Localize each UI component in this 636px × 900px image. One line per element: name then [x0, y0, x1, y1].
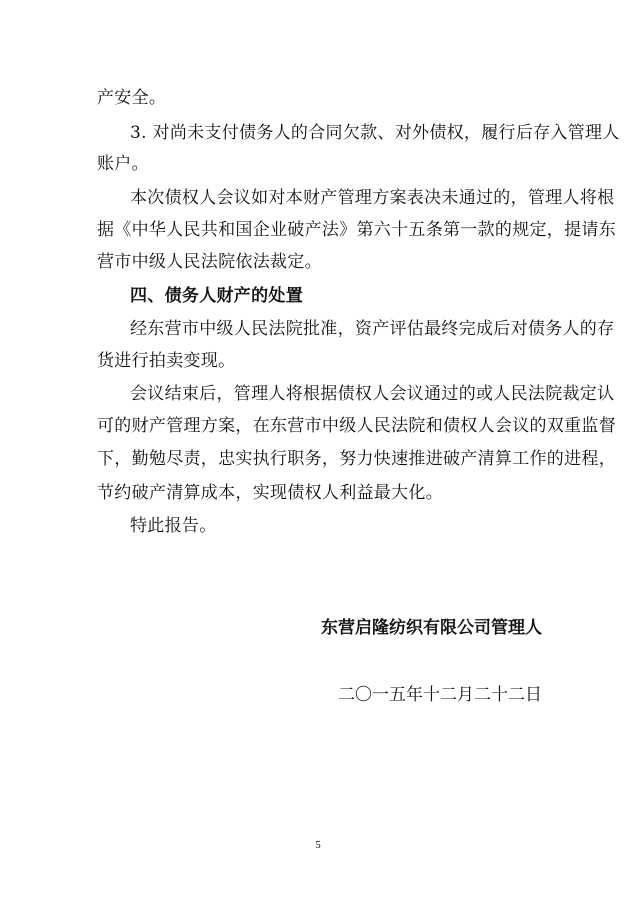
text-line-8: 货进行拍卖变现。	[97, 351, 236, 371]
text-line-10: 可的财产管理方案，在东营市中级人民法院和债权人会议的双重监督	[97, 416, 616, 436]
page-number: 5	[315, 839, 321, 851]
date: 二〇一五年十二月二十二日	[338, 685, 542, 705]
text-line-2: 3. 对尚未支付债务人的合同欠款、对外债权，履行后存入管理人	[130, 123, 620, 143]
text-line-6: 营市中级人民法院依法裁定。	[97, 252, 322, 272]
section-heading: 四、债务人财产的处置	[130, 286, 303, 306]
text-line-11: 下，勤勉尽责，忠实执行职务，努力快速推进破产清算工作的进程，	[97, 449, 616, 469]
text-line-9: 会议结束后，管理人将根据债权人会议通过的或人民法院裁定认	[130, 384, 615, 404]
text-line-7: 经东营市中级人民法院批准，资产评估最终完成后对债务人的存	[130, 319, 615, 339]
text-line-3: 账户。	[97, 154, 149, 174]
text-line-4: 本次债权人会议如对本财产管理方案表决未通过的，管理人将根	[130, 188, 615, 208]
text-line-13: 特此报告。	[130, 516, 217, 536]
signature: 东营启隆纺织有限公司管理人	[321, 618, 542, 638]
text-line-1: 产安全。	[97, 88, 167, 108]
text-line-12: 节约破产清算成本，实现债权人利益最大化。	[97, 483, 443, 503]
text-line-5: 据《中华人民共和国企业破产法》第六十五条第一款的规定，提请东	[97, 220, 616, 240]
